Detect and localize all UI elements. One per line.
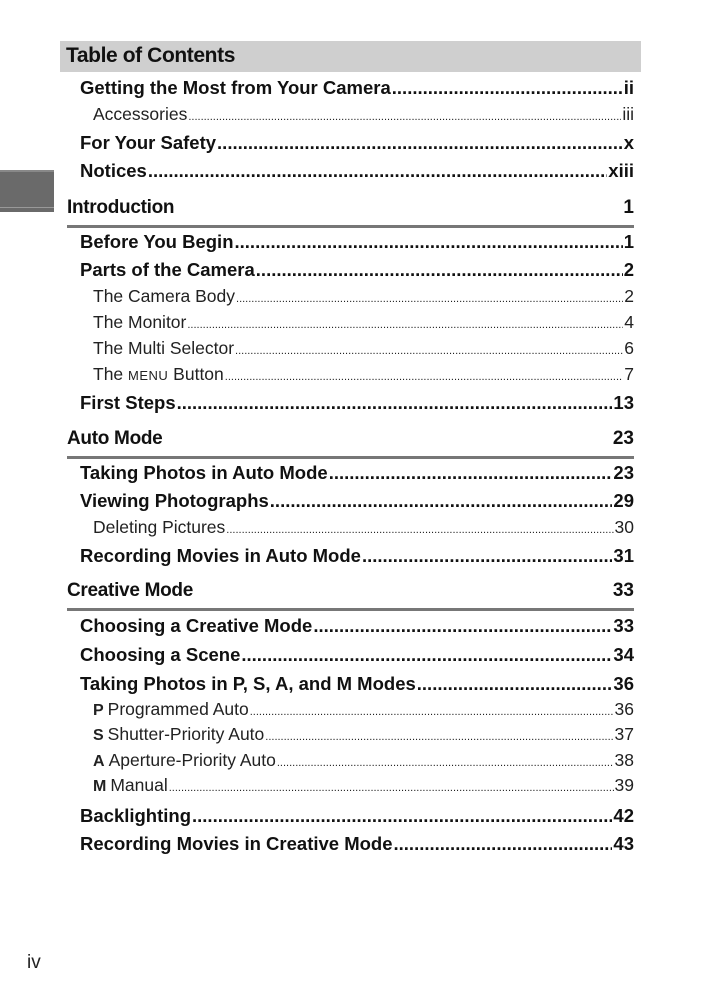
toc-entry[interactable]: Viewing Photographs ..... 29 <box>80 490 634 512</box>
toc-entry[interactable]: Getting the Most from Your Camera ..... ii <box>80 77 634 99</box>
chapter-thumb-tab <box>0 170 54 212</box>
toc-entry[interactable]: P Programmed Auto ..... 36 <box>93 699 634 720</box>
toc-entry[interactable]: Taking Photos in Auto Mode ..... 23 <box>80 462 634 484</box>
toc-entry[interactable]: Notices ..... xiii <box>80 160 634 182</box>
toc-entry[interactable]: A Aperture-Priority Auto ..... 38 <box>93 750 634 771</box>
leader-dots <box>192 805 612 827</box>
toc-entry[interactable]: Parts of the Camera ..... 2 <box>80 259 634 281</box>
toc-entry[interactable]: Taking Photos in P, S, A, and M Modes ..... 36 <box>80 673 634 695</box>
leader-dots <box>148 160 607 182</box>
leader-dots <box>236 293 623 305</box>
leader-dots <box>169 782 614 794</box>
mode-p-icon: P <box>93 702 104 719</box>
leader-dots <box>188 111 621 123</box>
toc-entry[interactable]: First Steps ..... 13 <box>80 392 634 414</box>
section-heading-auto-mode[interactable]: Auto Mode 23 <box>67 428 634 460</box>
leader-dots <box>226 524 613 536</box>
mode-a-icon: A <box>93 753 105 770</box>
section-rule <box>67 456 634 459</box>
toc-entry[interactable]: The MENU Button ..... 7 <box>93 364 634 385</box>
toc-entry[interactable]: The Multi Selector ..... 6 <box>93 338 634 359</box>
leader-dots <box>225 371 623 383</box>
toc-entry[interactable]: Recording Movies in Creative Mode ..... 43 <box>80 833 634 855</box>
leader-dots <box>177 392 613 414</box>
mode-s-icon: S <box>93 727 104 744</box>
toc-entry[interactable]: Choosing a Scene ..... 34 <box>80 644 634 666</box>
page-number: iv <box>27 952 41 973</box>
leader-dots <box>217 132 623 154</box>
leader-dots <box>270 490 613 512</box>
mode-m-icon: M <box>93 778 107 795</box>
leader-dots <box>277 757 614 769</box>
leader-dots <box>235 231 623 253</box>
leader-dots <box>235 345 623 357</box>
toc-entry[interactable]: Backlighting ..... 42 <box>80 805 634 827</box>
toc-entry[interactable]: The Monitor ..... 4 <box>93 312 634 333</box>
leader-dots <box>313 615 612 637</box>
leader-dots <box>250 706 614 718</box>
toc-entry[interactable]: Deleting Pictures ..... 30 <box>93 517 634 538</box>
page-title: Table of Contents <box>66 44 235 67</box>
section-rule <box>67 608 634 611</box>
toc-entry[interactable]: M Manual ..... 39 <box>93 775 634 796</box>
toc-title-bar <box>60 41 641 72</box>
leader-dots <box>362 545 612 567</box>
section-rule <box>67 225 634 228</box>
leader-dots <box>241 644 612 666</box>
leader-dots <box>256 259 623 281</box>
leader-dots <box>265 731 613 743</box>
toc-entry[interactable]: Recording Movies in Auto Mode ..... 31 <box>80 545 634 567</box>
toc-entry[interactable]: Accessories ..... iii <box>93 104 634 125</box>
leader-dots <box>417 673 613 695</box>
leader-dots <box>187 319 623 331</box>
leader-dots <box>329 462 613 484</box>
section-heading-creative-mode[interactable]: Creative Mode 33 <box>67 580 634 612</box>
toc-entry[interactable]: Before You Begin ..... 1 <box>80 231 634 253</box>
leader-dots <box>394 833 613 855</box>
section-heading-introduction[interactable]: Introduction 1 <box>67 197 634 229</box>
menu-button-glyph: MENU <box>128 368 169 383</box>
toc-entry[interactable]: The Camera Body ..... 2 <box>93 286 634 307</box>
leader-dots <box>392 77 623 99</box>
toc-entry[interactable]: S Shutter-Priority Auto ..... 37 <box>93 724 634 745</box>
toc-entry[interactable]: Choosing a Creative Mode ..... 33 <box>80 615 634 637</box>
toc-entry[interactable]: For Your Safety ..... x <box>80 132 634 154</box>
